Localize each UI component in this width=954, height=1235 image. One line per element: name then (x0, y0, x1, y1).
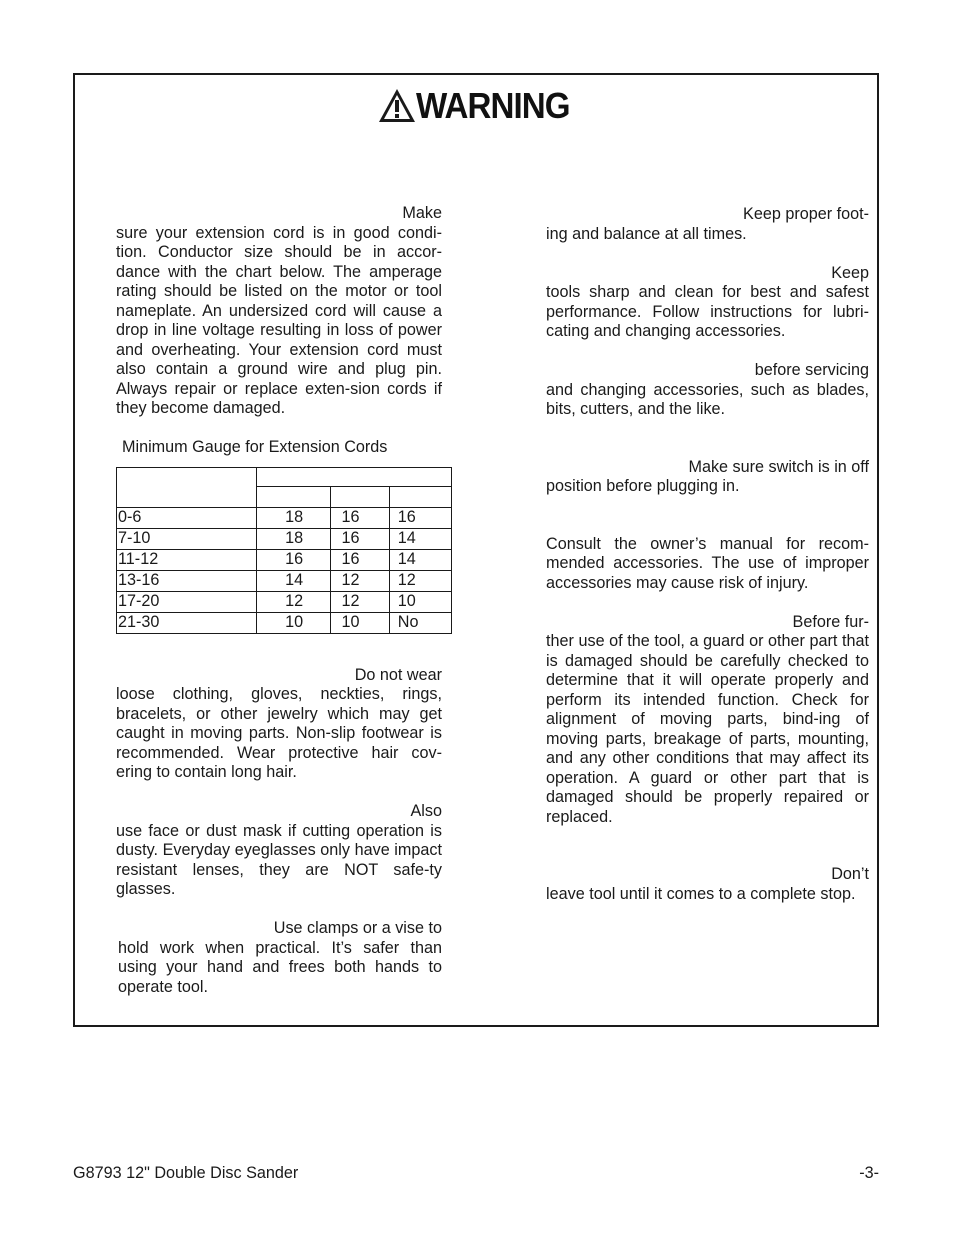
table-caption: Minimum Gauge for Extension Cords (122, 438, 388, 456)
table-row (117, 591, 452, 612)
amps-cell: 0-6 (117, 507, 257, 528)
header-cell (117, 467, 257, 507)
gauge-cell: 16 (331, 528, 389, 549)
disconnect-paragraph (546, 361, 869, 420)
paragraph-lead: Keep proper foot- (743, 205, 869, 223)
clothing-paragraph (116, 666, 442, 783)
paragraph-lead: Don’t (831, 865, 869, 883)
accessories-paragraph (546, 535, 869, 594)
warning-triangle-icon (378, 88, 416, 124)
gauge-cell: 18 (257, 528, 331, 549)
maintain-tools-paragraph (546, 264, 869, 342)
amps-cell: 11-12 (117, 549, 257, 570)
switch-off-paragraph (546, 458, 869, 497)
gauge-cell: 10 (389, 591, 451, 612)
header-cell (257, 486, 331, 507)
gauge-cell: 14 (389, 549, 451, 570)
paragraph-body: leave tool until it comes to a complete stop. (546, 884, 856, 903)
paragraph-body: sure your extension cord is in good condi-tion. Conductor size should be in accor-dance with the chart below. The amperage rating should be listed on the motor or tool nameplate. An undersized cord will cause a drop in line voltage resulting in loss of power and overheating. Your extension cord must also contain a ground wire and plug pin. Always repair or replace exten-sion cords if they become damaged. (116, 223, 442, 417)
damaged-parts-paragraph (546, 613, 869, 828)
paragraph-lead: before servicing (754, 361, 869, 379)
paragraph-lead: Use clamps or a vise to (273, 919, 442, 937)
footer-title: G8793 12" Double Disc Sander (73, 1164, 299, 1182)
safety-glasses-paragraph (116, 802, 442, 900)
gauge-cell: 16 (331, 549, 389, 570)
paragraph-lead: Make sure switch is in off (688, 457, 869, 476)
header-cell (331, 486, 389, 507)
secure-work-paragraph (116, 919, 442, 997)
table-row (117, 612, 452, 633)
paragraph-lead: Keep (831, 263, 869, 282)
gauge-cell: 16 (257, 549, 331, 570)
table-row (117, 570, 452, 591)
gauge-cell: 12 (331, 591, 389, 612)
extension-cord-paragraph (116, 204, 442, 419)
paragraph-lead: Make (402, 204, 442, 222)
paragraph-lead: Do not wear (354, 665, 442, 684)
paragraph-body: ther use of the tool, a guard or other part that is damaged should be carefully checked to determine that it will operate properly and perform its intended function. Check for alignment of moving parts, bind-ing of moving parts, breakage of parts, mounting, and any other conditions that may affect its operation. A guard or other part that is damaged should be properly repaired or replaced. (546, 632, 869, 826)
paragraph-body: loose clothing, gloves, neckties, rings, bracelets, or other jewelry which may get caught in moving parts. Non-slip footwear is recommended. Wear protective hair cov-ering to contain long hair. (116, 685, 442, 781)
footing-paragraph (546, 205, 869, 244)
table-row (117, 528, 452, 549)
page-number: -3- (859, 1164, 879, 1182)
gauge-cell: 12 (389, 570, 451, 591)
gauge-cell: 18 (257, 507, 331, 528)
paragraph-body: hold work when practical. It’s safer than using your hand and frees both hands to operate tool. (118, 938, 442, 996)
gauge-cell: 14 (389, 528, 451, 549)
gauge-cell: No (389, 612, 451, 633)
paragraph-body: ing and balance at all times. (546, 224, 747, 243)
unattended-paragraph (546, 865, 869, 904)
left-column (116, 204, 442, 1017)
table-row (117, 549, 452, 570)
paragraph-body: and changing accessories, such as blades, bits, cutters, and the like. (546, 380, 869, 418)
warning-title: WARNING (416, 85, 570, 126)
amps-cell: 21-30 (117, 612, 257, 633)
paragraph-body: tools sharp and clean for best and safest performance. Follow instructions for lubri-cating and changing accessories. (546, 283, 869, 340)
gauge-cell: 16 (389, 507, 451, 528)
gauge-table (116, 467, 452, 634)
gauge-cell: 14 (257, 570, 331, 591)
paragraph-lead: Before fur- (792, 612, 869, 631)
header-cell (257, 467, 452, 486)
paragraph-lead: Also (410, 802, 442, 820)
gauge-cell: 12 (331, 570, 389, 591)
gauge-cell: 10 (331, 612, 389, 633)
header-cell (389, 486, 451, 507)
paragraph-body: position before plugging in. (546, 477, 740, 495)
gauge-cell: 10 (257, 612, 331, 633)
table-row (117, 507, 452, 528)
paragraph-body: Consult the owner’s manual for recom-mended accessories. The use of improper accessories may cause risk of injury. (546, 534, 869, 592)
amps-cell: 13-16 (117, 570, 257, 591)
warning-heading (378, 86, 583, 126)
gauge-cell: 16 (331, 507, 389, 528)
amps-cell: 17-20 (117, 591, 257, 612)
right-column (546, 205, 869, 924)
gauge-cell: 12 (257, 591, 331, 612)
paragraph-body: use face or dust mask if cutting operation is dusty. Everyday eyeglasses only have impact resistant lenses, they are NOT safe-ty glasses. (116, 821, 442, 898)
amps-cell: 7-10 (117, 528, 257, 549)
table-header-row (117, 467, 452, 486)
